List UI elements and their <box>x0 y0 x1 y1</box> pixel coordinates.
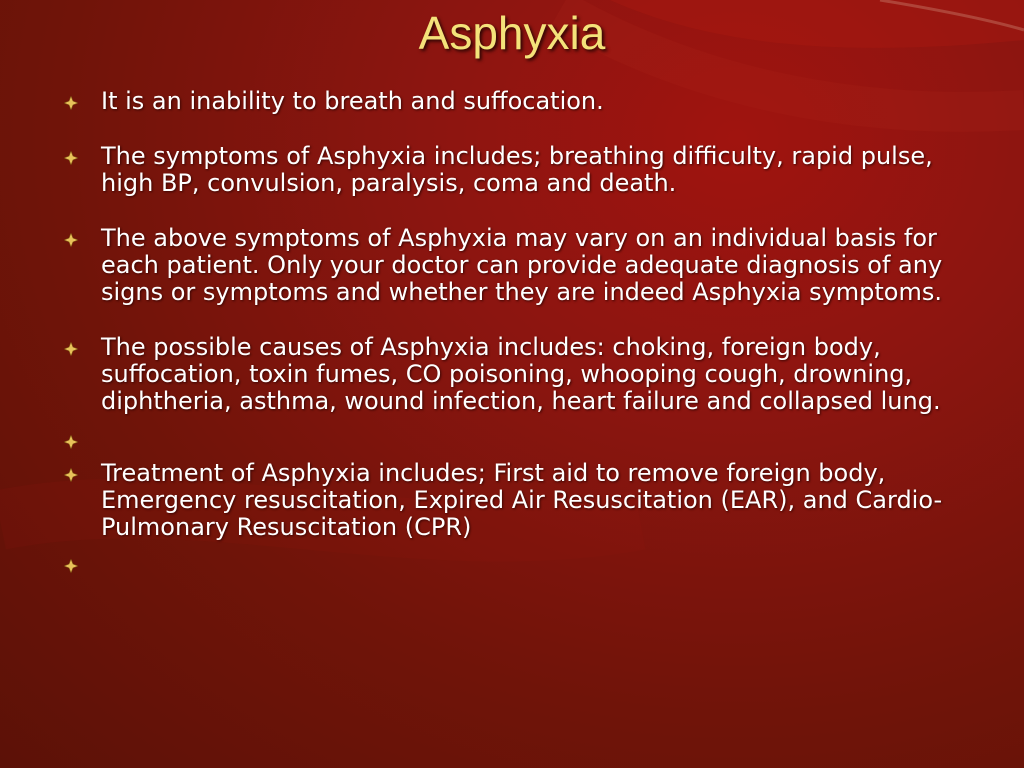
four-point-star-bullet-icon <box>64 96 78 110</box>
bullet-item <box>64 225 984 306</box>
bullet-item <box>64 460 984 541</box>
four-point-star-bullet-icon <box>64 233 78 247</box>
four-point-star-bullet-icon <box>64 435 78 449</box>
slide-title: Asphyxia <box>418 7 606 59</box>
bullet-text: The above symptoms of Asphyxia may vary on an individual basis for each patient. Only your doctor can provide adequate diagnosis of any signs or symptoms and whether they are indeed Asphyxia symptoms. <box>101 224 943 306</box>
bullet-item <box>64 143 984 197</box>
bullet-list <box>64 88 984 584</box>
four-point-star-bullet-icon <box>64 151 78 165</box>
four-point-star-bullet-icon <box>64 559 78 573</box>
bullet-text: The symptoms of Asphyxia includes; breathing difficulty, rapid pulse, high BP, convulsion, paralysis, coma and death. <box>101 142 933 197</box>
bullet-item-empty <box>64 427 984 454</box>
four-point-star-bullet-icon <box>64 342 78 356</box>
bullet-text: The possible causes of Asphyxia includes: choking, foreign body, suffocation, toxin fumes, CO poisoning, whooping cough, drowning, diphtheria, asthma, wound infection, heart failure and collapsed lung. <box>101 333 941 415</box>
bullet-text: Treatment of Asphyxia includes; First aid to remove foreign body, Emergency resuscitation, Expired Air Resuscitation (EAR), and Cardio-Pulmonary Resuscitation (CPR) <box>101 459 943 541</box>
four-point-star-bullet-icon <box>64 468 78 482</box>
bullet-item-empty <box>64 551 984 578</box>
bullet-text: It is an inability to breath and suffocation. <box>101 87 604 115</box>
bullet-item <box>64 334 984 415</box>
bullet-item <box>64 88 984 115</box>
